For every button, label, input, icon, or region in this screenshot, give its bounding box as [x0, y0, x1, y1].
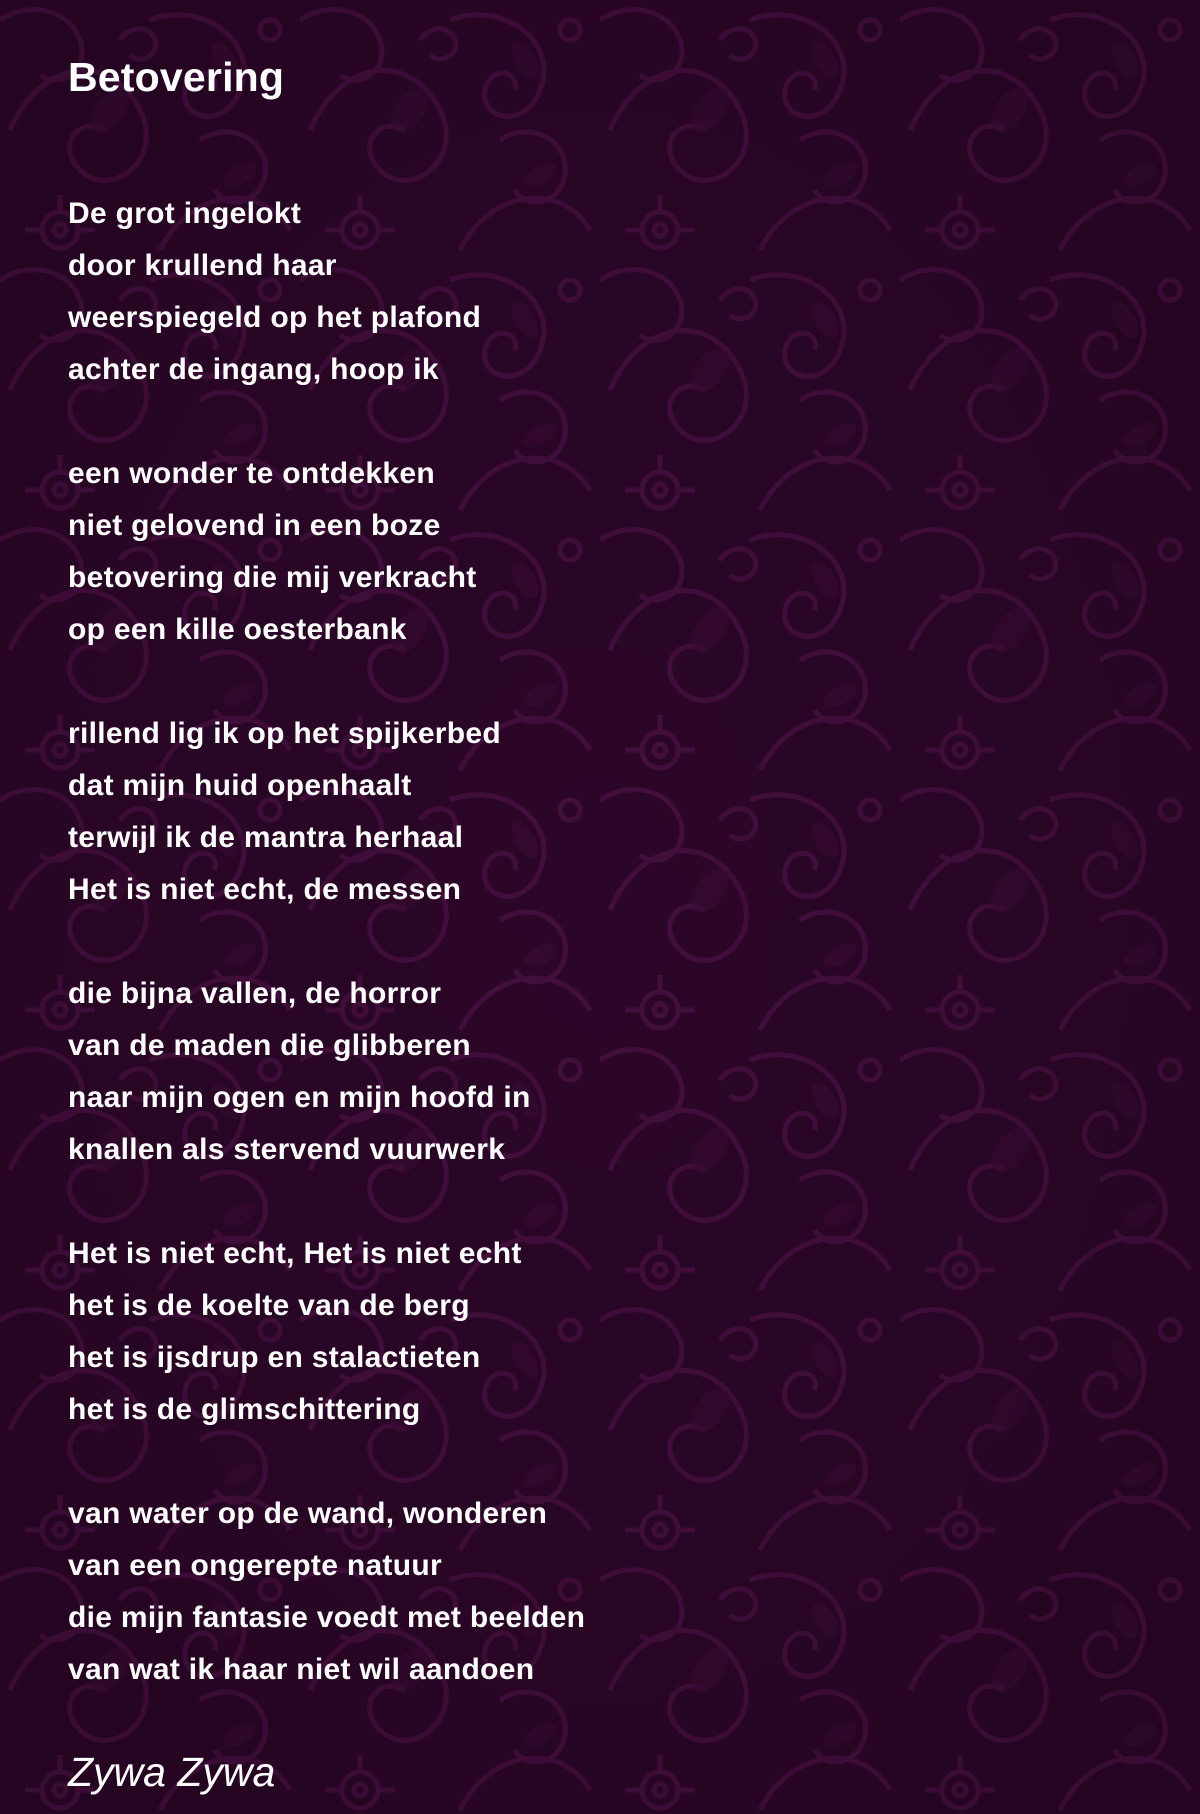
poem-line: Het is niet echt, Het is niet echt	[68, 1237, 522, 1270]
poem-line: niet gelovend in een boze	[68, 509, 441, 542]
poem-line: een wonder te ontdekken	[68, 457, 435, 490]
poem-line: De grot ingelokt	[68, 197, 302, 230]
poem-line: achter de ingang, hoop ik	[68, 353, 439, 386]
poem-line: van een ongerepte natuur	[68, 1549, 442, 1582]
poem-line: die mijn fantasie voedt met beelden	[68, 1601, 586, 1634]
poem-line: van water op de wand, wonderen	[68, 1497, 548, 1530]
poem-line: Het is niet echt, de messen	[68, 873, 462, 906]
poem-line: van wat ik haar niet wil aandoen	[68, 1653, 535, 1686]
poem-line: die bijna vallen, de horror	[68, 977, 442, 1010]
stanza	[68, 448, 1148, 656]
stanza	[68, 1488, 1148, 1696]
poem-line: knallen als stervend vuurwerk	[68, 1133, 506, 1166]
poem-line: rillend lig ik op het spijkerbed	[68, 717, 502, 750]
poem-line: dat mijn huid openhaalt	[68, 769, 412, 802]
stanza	[68, 968, 1148, 1176]
poem-author: Zywa Zywa	[68, 1749, 276, 1795]
poem-container	[68, 44, 1148, 1800]
poem-line: het is de koelte van de berg	[68, 1289, 470, 1322]
poem-body	[68, 188, 1148, 1696]
poem-title: Betovering	[68, 54, 285, 100]
poem-line: naar mijn ogen en mijn hoofd in	[68, 1081, 531, 1114]
stanza	[68, 708, 1148, 916]
poem-line: terwijl ik de mantra herhaal	[68, 821, 464, 854]
stanza	[68, 1228, 1148, 1436]
stanza	[68, 188, 1148, 396]
poem-line: het is ijsdrup en stalactieten	[68, 1341, 481, 1374]
poem-line: het is de glimschittering	[68, 1393, 421, 1426]
poem-line: door krullend haar	[68, 249, 337, 282]
poem-line: betovering die mij verkracht	[68, 561, 477, 594]
poem-line: op een kille oesterbank	[68, 613, 407, 646]
poem-line: weerspiegeld op het plafond	[68, 301, 482, 334]
poem-line: van de maden die glibberen	[68, 1029, 471, 1062]
